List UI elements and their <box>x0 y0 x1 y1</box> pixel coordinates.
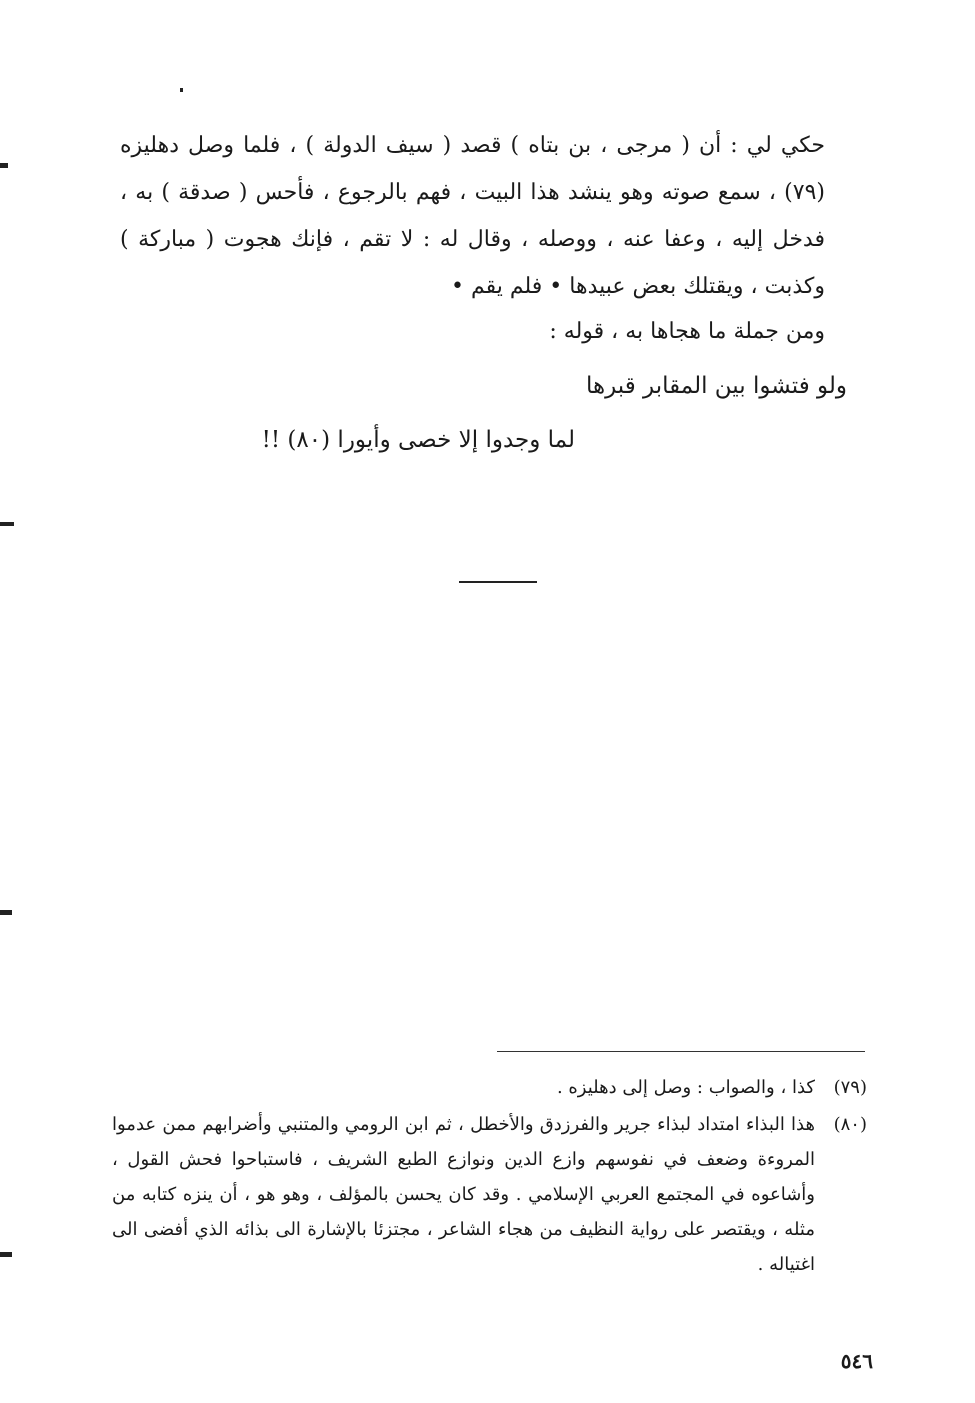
footnote-number: (٧٩) <box>833 1077 867 1098</box>
verse-introduction: ومن جملة ما هجاها به ، قوله : <box>549 319 825 344</box>
main-paragraph-block <box>120 122 825 310</box>
footnote-number: (٨٠) <box>833 1114 867 1135</box>
verse-first-hemistich: ولو فتشوا بين المقابر قبرها <box>585 373 847 399</box>
footnote-text: كذا ، والصواب : وصل إلى دهليزه . <box>556 1077 815 1098</box>
footnote-item <box>112 1107 867 1282</box>
footnotes <box>112 1070 867 1284</box>
scan-mark <box>0 910 12 915</box>
scan-mark <box>0 163 8 168</box>
section-separator <box>459 581 537 583</box>
footnote-item <box>112 1070 867 1105</box>
main-paragraph: حكي لي : أن ( مرجى ، بن بتاه ) قصد ( سيف الدولة ) ، فلما وصل دهليزه (٧٩) ، سمع صوته وهو ينشد هذا البيت ، فهم بالرجوع ، فأحس ( صدقة ) به ، فدخل إليه ، وعفا عنه ، ووصله ، وقال له : لا تقم ، فإنك هجوت ( مباركة ) وكذبت ، ويقتلك بعض عبيدها • فلم يقم • <box>120 133 825 299</box>
scan-mark <box>180 88 183 92</box>
footnote-separator <box>497 1051 865 1052</box>
scan-mark <box>0 522 14 526</box>
footnote-text: هذا البذاء امتداد لبذاء جرير والفرزدق والأخطل ، ثم ابن الرومي والمتنبي وأضرابهم ممن عدموا المروءة وضعف في نفوسهم وازع الدين ونوازع الطبع الشريف ، فاستباحوا فحش القول ، وأشاعوه في المجتمع العربي الإسلامي . وقد كان يحسن بالمؤلف ، وهو هو ، أن ينزه كتابه من مثله ، ويقتصر على رواية النظيف من هجاء الشاعر ، مجتزئا بالإشارة الى بذائه الذي أفضى الى اغتياله . <box>112 1114 815 1275</box>
verse-second-hemistich: لما وجدوا إلا خصى وأيورا (٨٠) !! <box>261 427 575 453</box>
scan-mark <box>0 1252 12 1257</box>
page-number: ٥٤٦ <box>840 1349 873 1373</box>
